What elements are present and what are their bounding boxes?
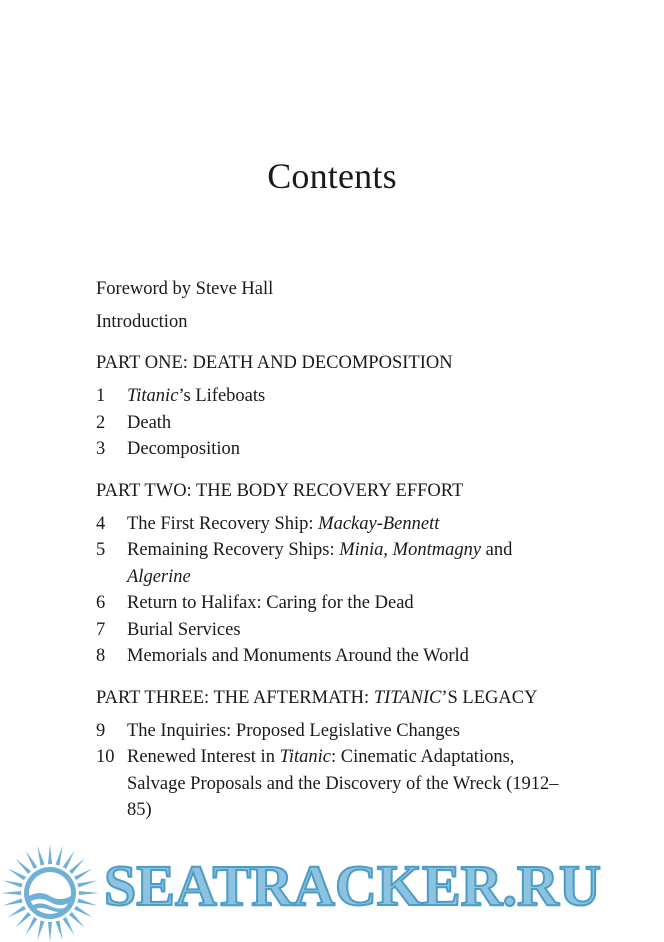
text-segment: PART THREE: THE AFTERMATH: (96, 687, 374, 708)
sun-ray (69, 912, 85, 928)
chapter-entry[interactable] (96, 410, 576, 437)
chapter-entry[interactable] (96, 617, 576, 644)
sun-ray (37, 920, 44, 940)
sun-ray (15, 912, 31, 928)
watermark (0, 838, 664, 942)
sun-ray (1, 891, 21, 895)
sun-ray (26, 917, 38, 935)
italic-text: TITANIC (373, 687, 442, 708)
chapter-entry[interactable] (96, 643, 576, 670)
sun-ray (56, 920, 63, 940)
chapter-number: 3 (96, 439, 106, 459)
italic-text: Algerine (127, 566, 191, 587)
chapter-number: 10 (96, 747, 115, 767)
sun-ray (37, 846, 44, 866)
front-matter-entry[interactable]: Introduction (96, 312, 188, 332)
chapter-number: 5 (96, 540, 106, 560)
sun-logo-icon (0, 838, 104, 942)
italic-text: Mackay-Bennett (318, 513, 440, 534)
chapter-entry[interactable] (96, 436, 576, 463)
front-matter-entry[interactable]: Foreword by Steve Hall (96, 279, 274, 299)
sun-ray (63, 917, 75, 935)
chapter-entry[interactable] (96, 383, 576, 410)
table-of-contents (96, 276, 576, 824)
sun-ray (15, 858, 31, 874)
text-segment: , (383, 540, 393, 560)
sun-ray (63, 851, 75, 869)
chapter-number: 7 (96, 619, 106, 640)
part-heading[interactable] (96, 685, 576, 712)
sun-ray (48, 844, 52, 864)
text-segment: and (481, 540, 513, 560)
part-heading[interactable] (96, 350, 576, 377)
italic-text: Montmagny (392, 540, 482, 560)
sun-ray (69, 858, 85, 874)
text-segment: Return to Halifax: Caring for the Dead (127, 593, 414, 613)
sun-ray (77, 880, 97, 887)
text-segment: Decomposition (127, 439, 241, 459)
chapter-number: 1 (96, 386, 106, 406)
chapter-number: 4 (96, 513, 106, 534)
sun-ray (74, 869, 92, 881)
sun-ray (26, 851, 38, 869)
chapter-entry[interactable] (96, 744, 576, 824)
text-segment: Burial Services (127, 619, 241, 640)
text-segment: Memorials and Monuments Around the World (127, 646, 469, 666)
italic-text: Titanic (127, 386, 179, 406)
sun-ray (79, 891, 99, 895)
chapter-number: 8 (96, 646, 106, 666)
chapter-number: 6 (96, 593, 106, 613)
sun-ray (74, 906, 92, 918)
chapter-number: 9 (96, 720, 106, 741)
sun-ray (8, 906, 26, 918)
page-title: Contents (267, 156, 397, 196)
sun-ray (8, 869, 26, 881)
sun-ray (48, 922, 52, 942)
text-segment: Renewed Interest in (127, 747, 280, 767)
italic-text: Titanic (279, 747, 331, 767)
sun-ray (56, 846, 63, 866)
italic-text: Minia (339, 540, 384, 560)
text-segment: The Inquiries: Proposed Legislative Changes (127, 720, 460, 741)
part-heading[interactable] (96, 478, 576, 505)
chapter-entry[interactable] (96, 511, 576, 538)
chapter-number: 2 (96, 412, 106, 433)
text-segment: : Cinematic Adaptations, Salvage Proposals and the Discovery of the Wreck (1912–85) (127, 747, 559, 820)
text-segment: ’S LEGACY (441, 687, 538, 708)
watermark-text: SEATRACKER.RU (104, 853, 601, 918)
text-segment: ’s Lifeboats (178, 386, 266, 406)
sun-ray (3, 880, 23, 887)
sun-ray (77, 899, 97, 906)
sun-ray (3, 899, 23, 906)
text-segment: PART TWO: THE BODY RECOVERY EFFORT (96, 480, 464, 501)
chapter-entry[interactable] (96, 718, 576, 745)
text-segment: The First Recovery Ship: (127, 513, 319, 534)
text-segment: Death (127, 412, 172, 433)
chapter-entry[interactable] (96, 537, 576, 590)
text-segment: PART ONE: DEATH AND DECOMPOSITION (96, 353, 453, 373)
chapter-entry[interactable] (96, 590, 576, 617)
text-segment: Remaining Recovery Ships: (127, 540, 340, 560)
